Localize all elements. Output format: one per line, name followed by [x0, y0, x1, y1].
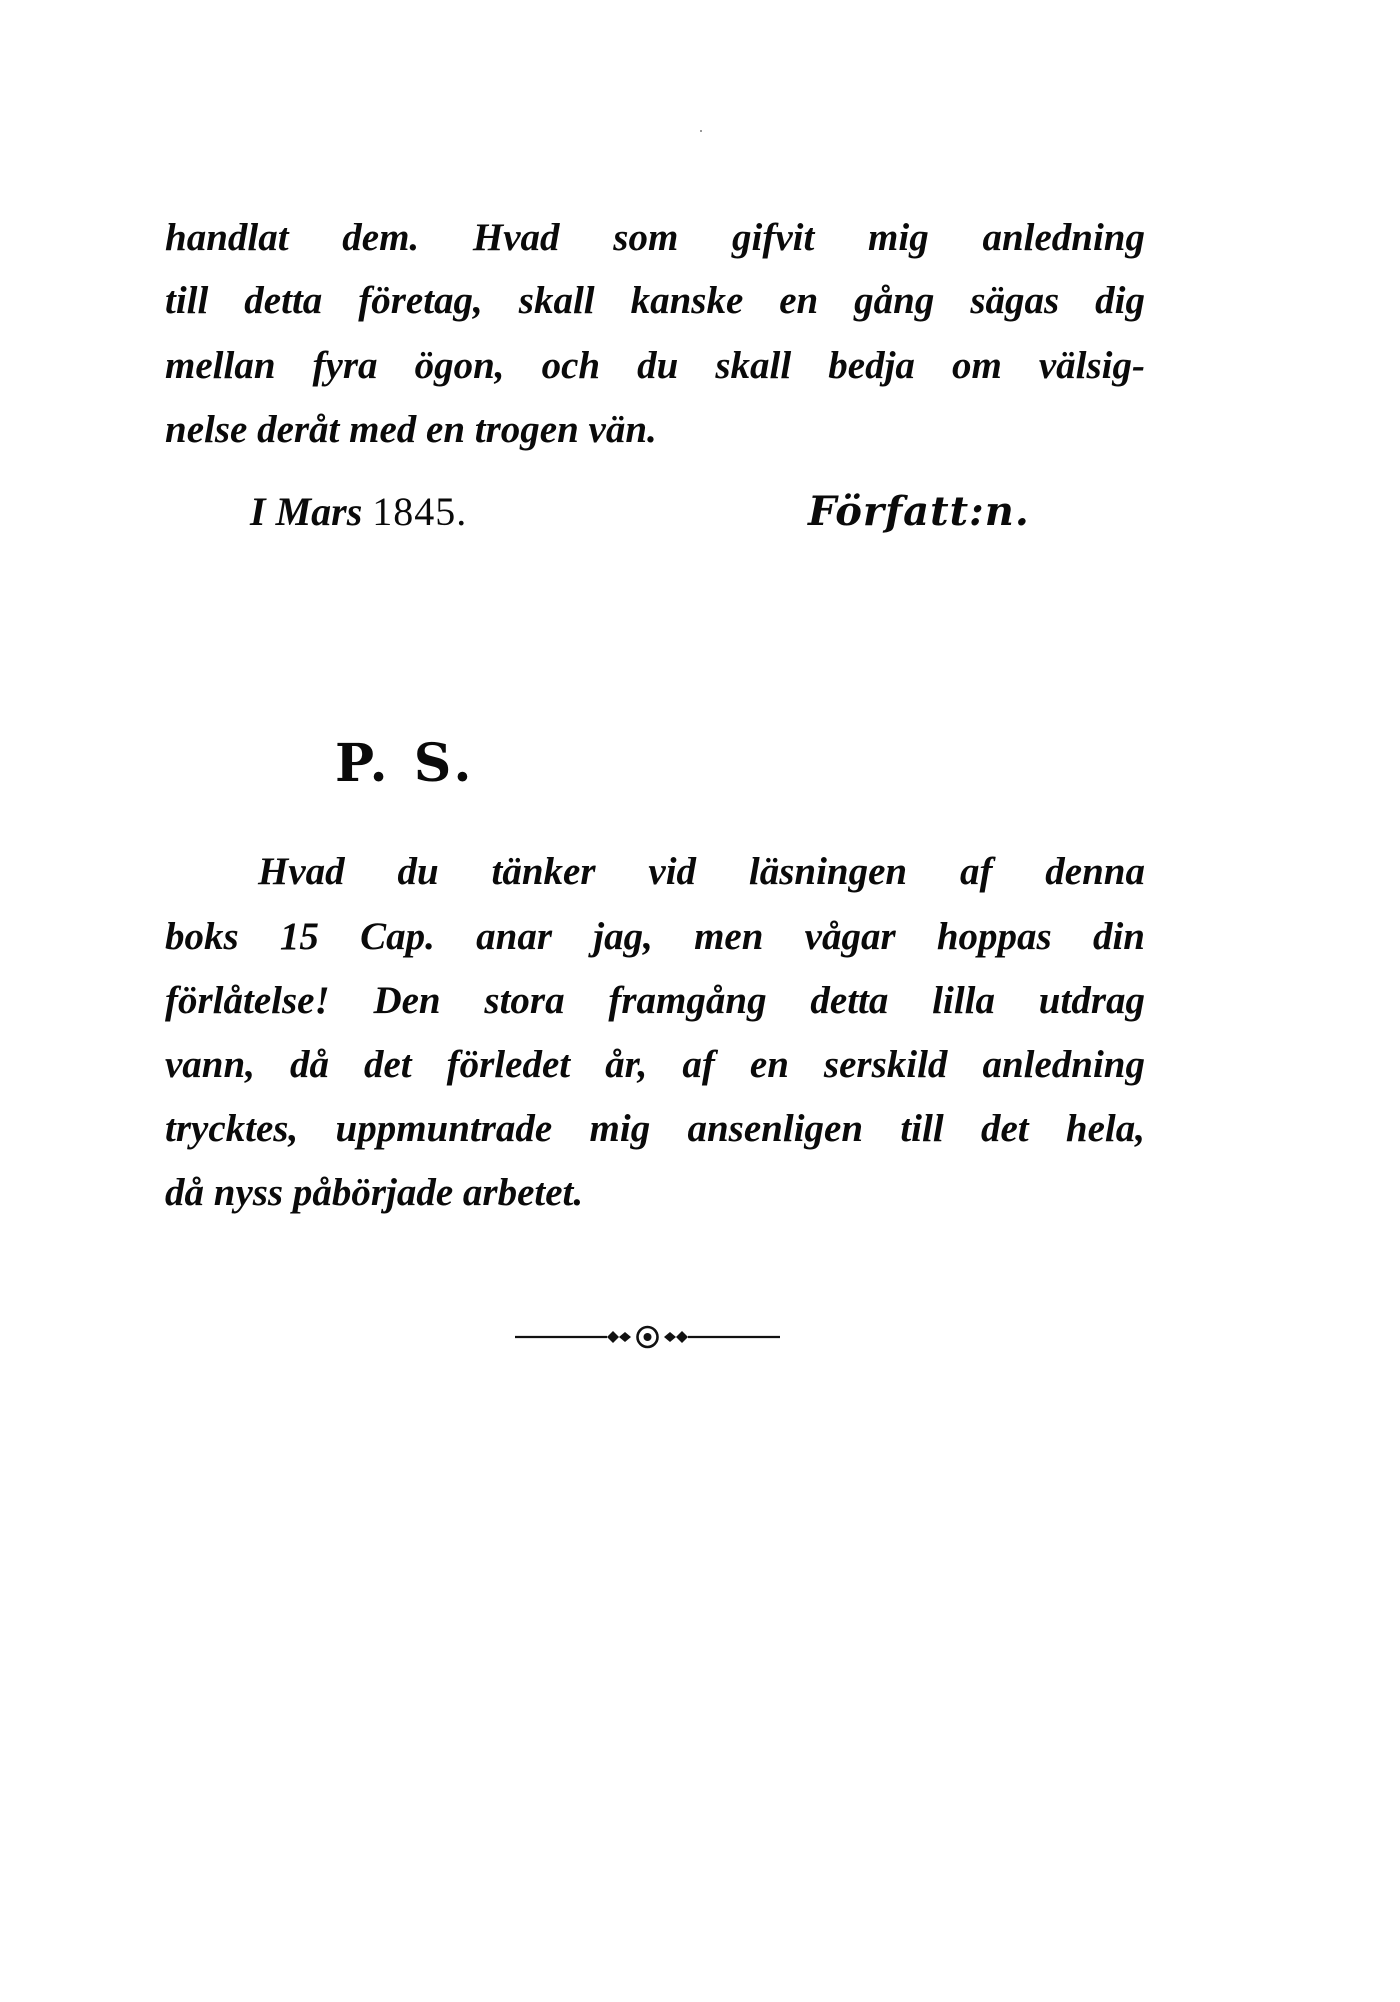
postscript-line-1: Hvad du tänker vid läsningen af denna	[258, 850, 1145, 893]
postscript-line-6: då nyss påbörjade arbetet.	[165, 1171, 584, 1214]
author-signature: Författ:n.	[808, 488, 1030, 535]
postscript-line-3: förlåtelse! Den stora framgång detta lilla utdrag	[165, 979, 1145, 1022]
postscript-line-5: trycktes, uppmuntrade mig ansenligen till det hela,	[165, 1107, 1145, 1150]
decorative-rule-icon	[515, 1322, 780, 1352]
dateline-month: I Mars	[250, 489, 363, 534]
postscript-heading: P. S.	[335, 733, 476, 794]
preface-line-1: handlat dem. Hvad som gifvit mig anledning	[165, 216, 1145, 259]
dateline	[250, 488, 467, 535]
preface-line-2: till detta företag, skall kanske en gång sägas dig	[165, 279, 1145, 322]
preface-line-3: mellan fyra ögon, och du skall bedja om välsig-	[165, 344, 1145, 387]
dateline-year: 1845.	[372, 489, 468, 534]
postscript-line-4: vann, då det förledet år, af en serskild anledning	[165, 1043, 1145, 1086]
print-speck	[700, 130, 702, 132]
preface-line-4: nelse deråt med en trogen vän.	[165, 408, 657, 451]
postscript-line-2: boks 15 Cap. anar jag, men vågar hoppas din	[165, 915, 1145, 958]
